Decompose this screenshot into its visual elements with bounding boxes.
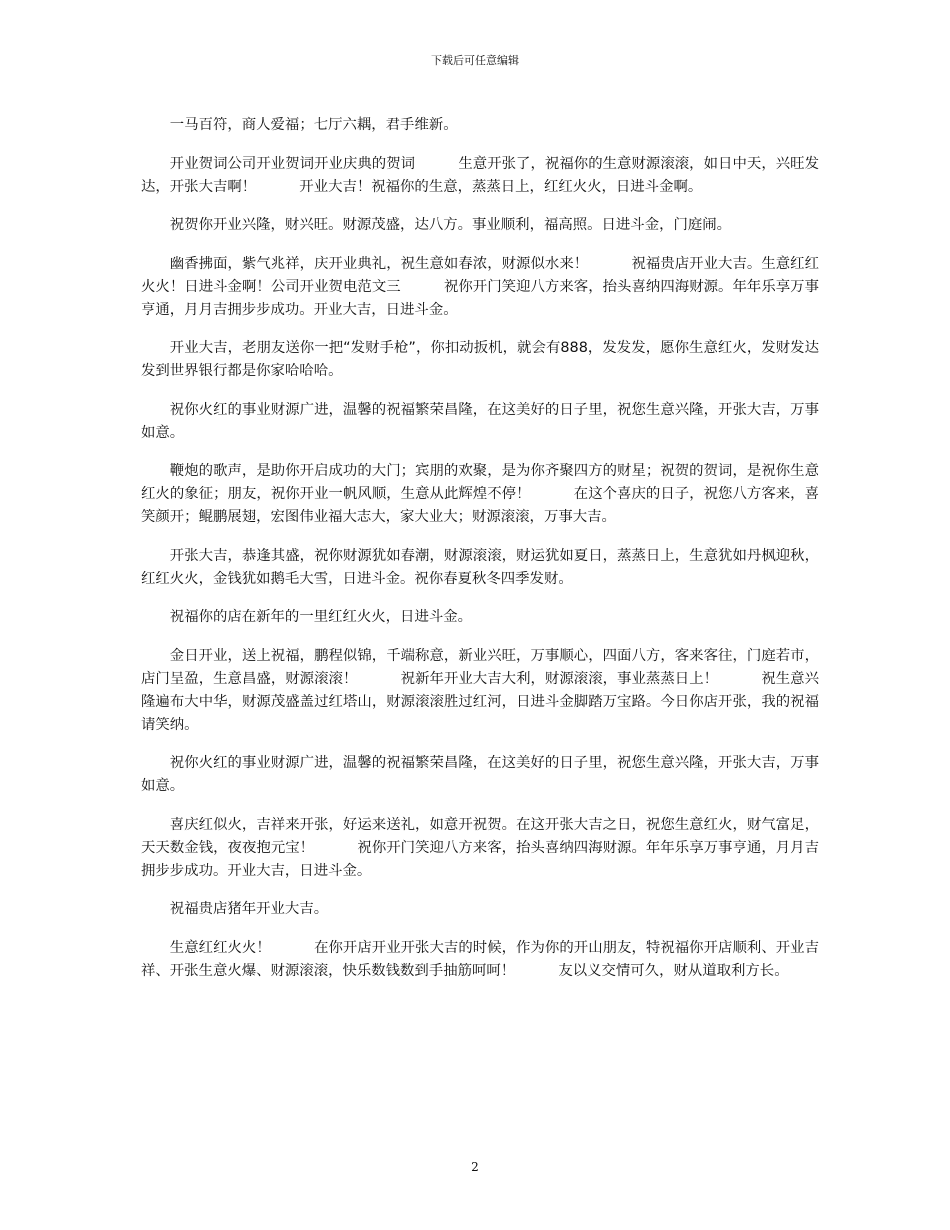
paragraph-14: 生意红红火火！ 在你开店开业开张大吉的时候，作为你的开山朋友，特祝福你开店顺利、开业吉祥、开张生意火爆、财源滚滚，快乐数钱数到手抽筋呵呵！ 友以义交情可久，财从道取利方长。 — [141, 939, 819, 979]
paragraph-7: 鞭炮的歌声，是助你开启成功的大门；宾朋的欢聚，是为你齐聚四方的财星；祝贺的贺词，是祝你生意红火的象征；朋友，祝你开业一帆风顺，生意从此辉煌不停！ 在这个喜庆的日子，祝您八方客来，喜笑颜开；鲲鹏展翅，宏图伟业福大志大，家大业大；财源滚滚，万事大吉。 — [141, 463, 819, 525]
paragraph-1: 一马百符，商人爱福；七厅六耦，君手维新。 — [169, 117, 458, 133]
paragraph-8: 开张大吉，恭逢其盛，祝你财源犹如春潮，财源滚滚，财运犹如夏日，蒸蒸日上，生意犹如丹枫迎秋，红红火火，金钱犹如鹅毛大雪，日进斗金。祝你春夏秋冬四季发财。 — [141, 547, 819, 587]
page-header: 下载后可任意编辑 — [431, 54, 519, 67]
paragraph-5: 开业大吉，老朋友送你一把“发财手枪”，你扣动扳机，就会有888，发发发，愿你生意红火，发财发达发到世界银行都是你家哈哈哈。 — [141, 340, 819, 379]
paragraph-6: 祝你火红的事业财源广进，温馨的祝福繁荣昌隆，在这美好的日子里，祝您生意兴隆，开张大吉，万事如意。 — [141, 401, 819, 441]
paragraph-4: 幽香拂面，紫气兆祥，庆开业典礼，祝生意如春浓，财源似水来！ 祝福贵店开业大吉。生意红红火火！日进斗金啊！公司开业贺电范文三 祝你开门笑迎八方来客，抬头喜纳四海财源。年年乐享万事亨通，月月吉拥步步成功。开业大吉，日进斗金。 — [141, 255, 819, 318]
paragraph-2: 开业贺词公司开业贺词开业庆典的贺词 生意开张了，祝福你的生意财源滚滚，如日中天，兴旺发达，开张大吉啊！ 开业大吉！祝福你的生意，蒸蒸日上，红红火火，日进斗金啊。 — [141, 155, 819, 195]
page-number: 2 — [471, 1160, 479, 1174]
paragraph-11: 祝你火红的事业财源广进，温馨的祝福繁荣昌隆，在这美好的日子里，祝您生意兴隆，开张大吉，万事如意。 — [141, 755, 819, 794]
paragraph-9: 祝福你的店在新年的一里红红火火，日进斗金。 — [169, 609, 473, 625]
paragraph-3: 祝贺你开业兴隆，财兴旺。财源茂盛，达八方。事业顺利，福高照。日进斗金，门庭闹。 — [169, 217, 732, 233]
paragraph-12: 喜庆红似火，吉祥来开张，好运来送礼，如意开祝贺。在这开张大吉之日，祝您生意红火，财气富足，天天数金钱，夜夜抱元宝！ 祝你开门笑迎八方来客，抬头喜纳四海财源。年年乐享万事亨通，月月吉拥步步成功。开业大吉，日进斗金。 — [141, 816, 819, 879]
document-body — [141, 114, 819, 998]
paragraph-10: 金日开业，送上祝福，鹏程似锦，千端称意，新业兴旺，万事顺心，四面八方，客来客往，门庭若市，店门呈盈，生意昌盛，财源滚滚！ 祝新年开业大吉大利，财源滚滚，事业蒸蒸日上！ 祝生意兴隆遍布大中华，财源茂盛盖过红塔山，财源滚滚胜过红河，日进斗金脚踏万宝路。今日你店开张，我的祝福请笑纳。 — [141, 647, 819, 733]
paragraph-13: 祝福贵店猪年开业大吉。 — [169, 901, 329, 917]
